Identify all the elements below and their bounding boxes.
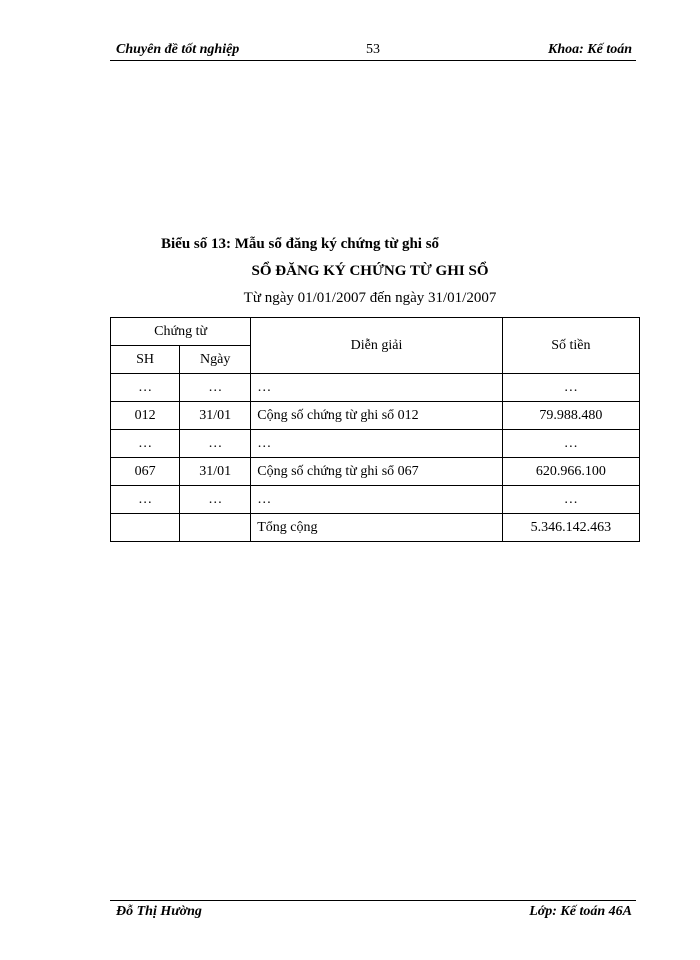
cell-so-tien: … xyxy=(502,486,639,514)
table-row xyxy=(111,458,640,486)
cell-ngay-empty xyxy=(180,514,251,542)
cell-ngay: 31/01 xyxy=(180,458,251,486)
table-row xyxy=(111,374,640,402)
table-header-row xyxy=(111,318,640,346)
ledger-table xyxy=(110,317,640,542)
date-range: Từ ngày 01/01/2007 đến ngày 31/01/2007 xyxy=(243,290,497,306)
cell-dien-giai: Cộng số chứng từ ghi sổ 012 xyxy=(251,402,502,430)
page-header xyxy=(110,40,636,61)
page-footer xyxy=(110,900,636,923)
total-label: Tổng cộng xyxy=(251,514,502,542)
header-chung-tu: Chứng từ xyxy=(111,318,251,346)
table-row xyxy=(111,430,640,458)
header-sh: SH xyxy=(111,346,180,374)
cell-ngay: … xyxy=(180,430,251,458)
cell-sh: … xyxy=(111,374,180,402)
cell-dien-giai: Cộng số chứng từ ghi sổ 067 xyxy=(251,458,502,486)
cell-sh: … xyxy=(111,486,180,514)
header-left-text: Chuyên đề tốt nghiệp xyxy=(116,42,240,57)
footer-class: Lớp: Kế toán 46A xyxy=(529,904,632,919)
page-number: 53 xyxy=(366,42,380,57)
cell-sh-empty xyxy=(111,514,180,542)
cell-sh: 067 xyxy=(111,458,180,486)
cell-so-tien: … xyxy=(502,374,639,402)
cell-ngay: 31/01 xyxy=(180,402,251,430)
total-row xyxy=(111,514,640,542)
cell-dien-giai: … xyxy=(251,430,502,458)
table-row xyxy=(111,486,640,514)
header-ngay: Ngày xyxy=(180,346,251,374)
cell-ngay: … xyxy=(180,374,251,402)
cell-sh: 012 xyxy=(111,402,180,430)
table-row xyxy=(111,402,640,430)
header-dien-giai: Diễn giải xyxy=(251,318,502,374)
document-title: SỔ ĐĂNG KÝ CHỨNG TỪ GHI SỔ xyxy=(251,263,489,279)
cell-so-tien: 620.966.100 xyxy=(502,458,639,486)
cell-dien-giai: … xyxy=(251,374,502,402)
cell-dien-giai: … xyxy=(251,486,502,514)
table-caption: Biểu số 13: Mẫu sổ đăng ký chứng từ ghi sổ xyxy=(161,236,440,252)
cell-so-tien: … xyxy=(502,430,639,458)
header-so-tien: Số tiền xyxy=(502,318,639,374)
cell-sh: … xyxy=(111,430,180,458)
total-value: 5.346.142.463 xyxy=(502,514,639,542)
header-right-text: Khoa: Kế toán xyxy=(547,42,632,57)
cell-ngay: … xyxy=(180,486,251,514)
cell-so-tien: 79.988.480 xyxy=(502,402,639,430)
footer-author: Đỗ Thị Hường xyxy=(116,904,202,919)
